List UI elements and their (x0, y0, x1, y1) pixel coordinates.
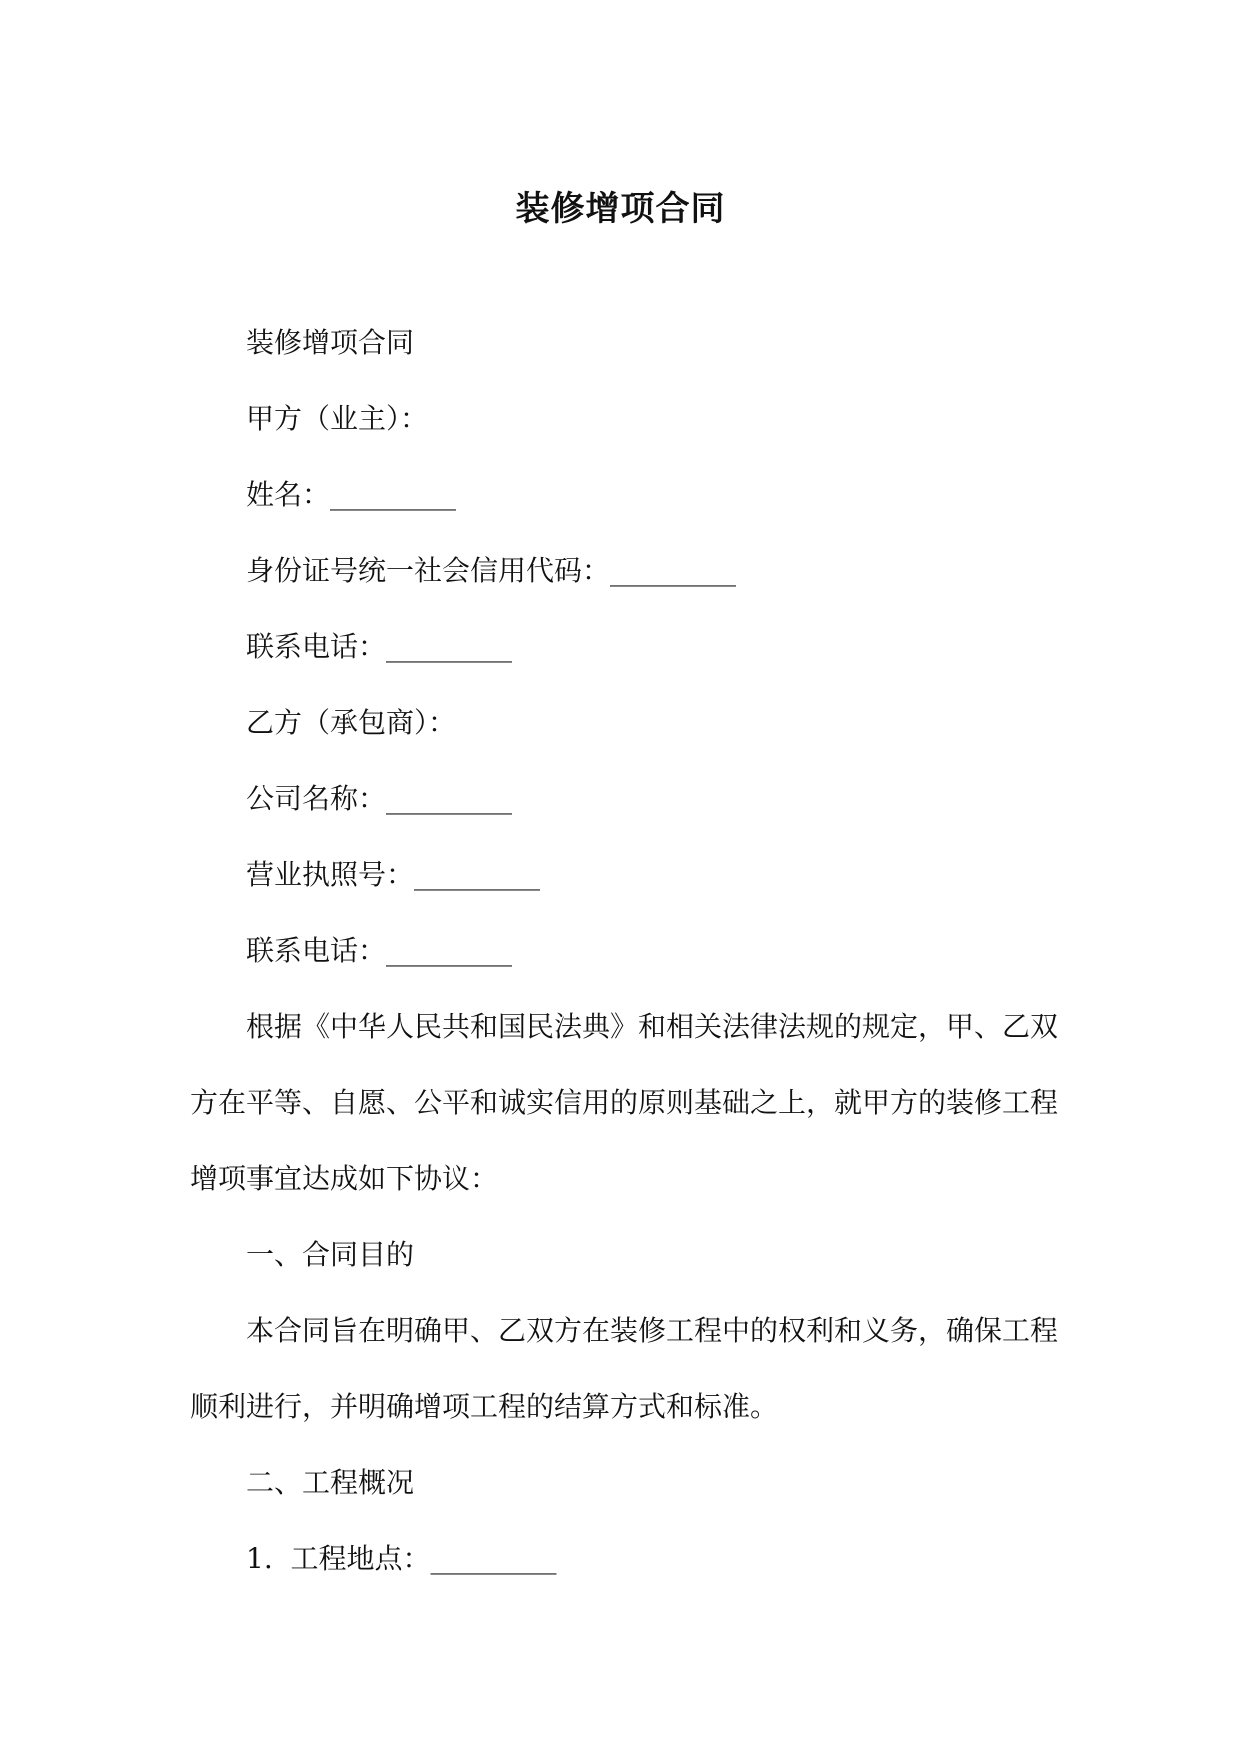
paragraph-purpose: 本合同旨在明确甲、乙双方在装修工程中的权利和义务，确保工程顺利进行，并明确增项工程的结算方式和标准。 (190, 1314, 1059, 1423)
paragraph-party-b: 乙方（承包商）： (246, 706, 457, 739)
document-body (190, 305, 1058, 1597)
paragraph-preamble: 根据《中华人民共和国民法典》和相关法律法规的规定，甲、乙双方在平等、自愿、公平和诚实信用的原则基础之上，就甲方的装修工程增项事宜达成如下协议： (190, 1010, 1059, 1195)
paragraph-party-b-company: 公司名称：_________ (246, 782, 513, 815)
section-heading-purpose: 一、合同目的 (246, 1238, 415, 1271)
paragraph-party-b-license: 营业执照号：_________ (246, 858, 541, 891)
section-heading-overview: 二、工程概况 (246, 1466, 415, 1499)
paragraph-party-b-phone: 联系电话：_________ (246, 934, 513, 967)
paragraph-contract-heading: 装修增项合同 (246, 326, 415, 359)
paragraph-party-a-name: 姓名：_________ (246, 478, 457, 511)
paragraph-party-a: 甲方（业主）： (246, 402, 429, 435)
paragraph-project-location: 1. 工程地点：_________ (246, 1542, 557, 1575)
paragraph-party-a-id: 身份证号统一社会信用代码：_________ (246, 554, 737, 587)
document-title: 装修增项合同 (515, 189, 726, 229)
paragraph-party-a-phone: 联系电话：_________ (246, 630, 513, 663)
